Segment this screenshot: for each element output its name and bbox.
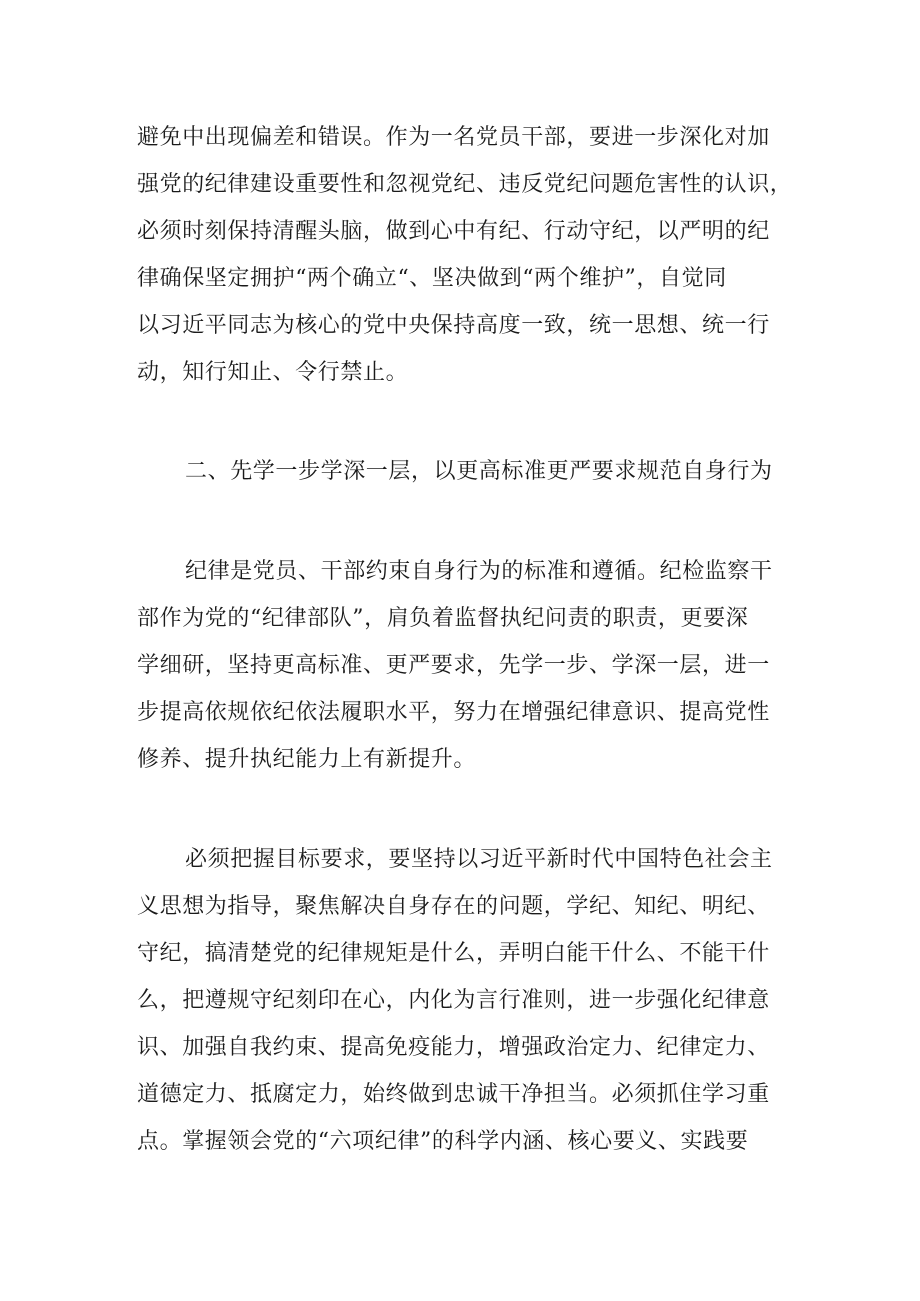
paragraph-line: 点。掌握领会党的“六项纪律”的科学内涵、核心要义、实践要 bbox=[137, 1129, 749, 1154]
paragraph-line: 强党的纪律建设重要性和忽视党纪、违反党纪问题危害性的认识， bbox=[137, 172, 793, 197]
paragraph-line: 步提高依规依纪依法履职水平，努力在增强纪律意识、提高党性 bbox=[137, 700, 770, 725]
paragraph-line: 道德定力、抵腐定力，始终做到忠诚干净担当。必须抓住学习重 bbox=[137, 1082, 770, 1107]
paragraph-line: 动，知行知止、令行禁止。 bbox=[137, 360, 409, 385]
paragraph-line: 么，把遵规守纪刻印在心，内化为言行准则，进一步强化纪律意 bbox=[137, 988, 770, 1013]
paragraph-line: 守纪，搞清楚党的纪律规矩是什么，弄明白能干什么、不能干什 bbox=[137, 941, 770, 966]
paragraph-line: 必须把握目标要求，要坚持以习近平新时代中国特色社会主 bbox=[185, 847, 773, 872]
paragraph-line: 纪律是党员、干部约束自身行为的标准和遵循。纪检监察干 bbox=[185, 559, 773, 584]
paragraph-line: 以习近平同志为核心的党中央保持高度一致，统一思想、统一行 bbox=[137, 313, 770, 338]
paragraph-line: 义思想为指导，聚焦解决自身存在的问题，学纪、知纪、明纪、 bbox=[137, 894, 770, 919]
paragraph-line: 识、加强自我约束、提高免疫能力，增强政治定力、纪律定力、 bbox=[137, 1035, 770, 1060]
section-heading: 二、先学一步学深一层，以更高标准更严要求规范自身行为 bbox=[185, 459, 773, 484]
paragraph-line: 修养、提升执纪能力上有新提升。 bbox=[137, 747, 477, 772]
paragraph-line: 部作为党的“纪律部队”，肩负着监督执纪问责的职责，更要深 bbox=[137, 606, 749, 631]
paragraph-line: 必须时刻保持清醒头脑，做到心中有纪、行动守纪，以严明的纪 bbox=[137, 219, 770, 244]
paragraph-line: 律确保坚定拥护“两个确立“、坚决做到“两个维护”，自觉同 bbox=[137, 266, 727, 291]
paragraph-line: 避免中出现偏差和错误。作为一名党员干部，要进一步深化对加 bbox=[137, 125, 770, 150]
paragraph-line: 学细研，坚持更高标准、更严要求，先学一步、学深一层，进一 bbox=[137, 653, 770, 678]
